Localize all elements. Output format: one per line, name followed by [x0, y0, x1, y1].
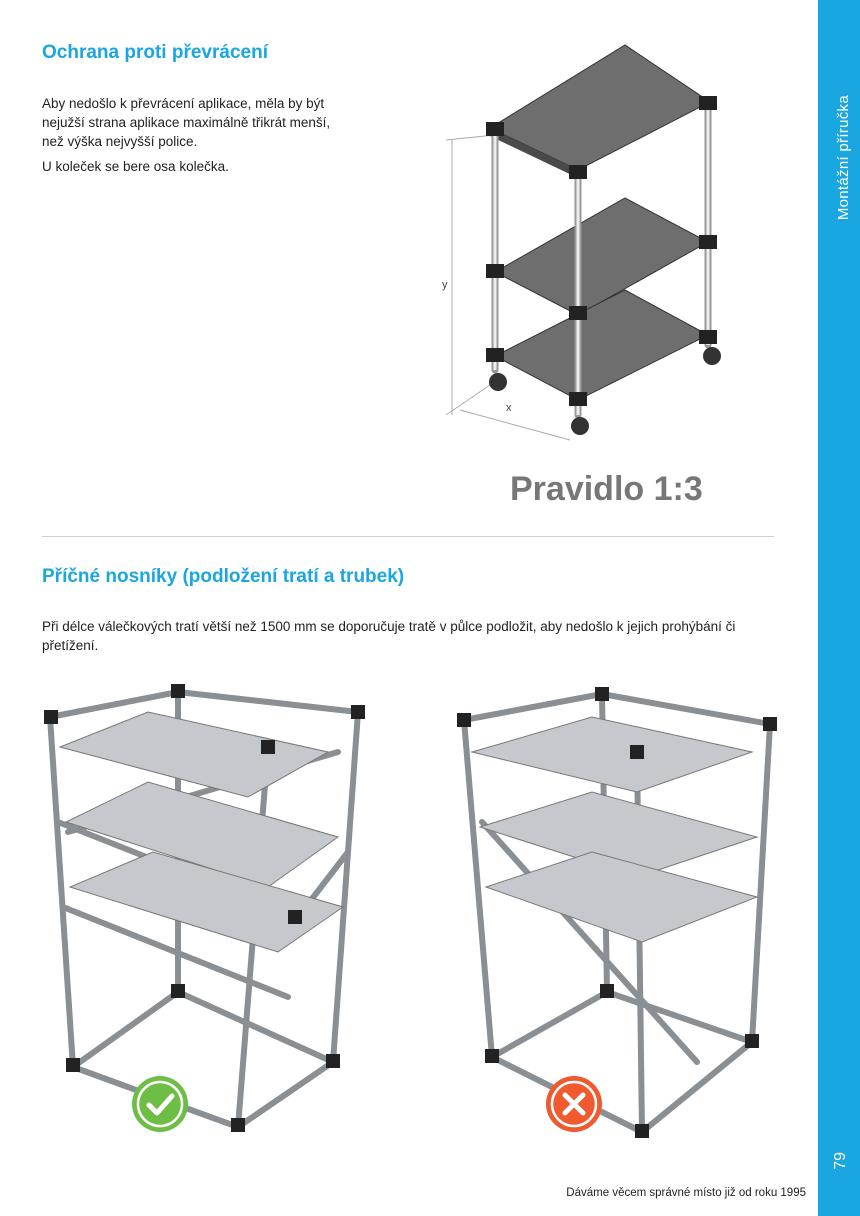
check-badge	[132, 1076, 188, 1132]
footer-tagline: Dáváme věcem správné místo již od roku 1995	[566, 1187, 806, 1199]
section-divider	[42, 536, 774, 537]
cross-icon	[546, 1076, 602, 1132]
rule-label: Pravidlo 1:3	[510, 470, 703, 508]
section2-heading: Příčné nosníky (podložení tratí a trubek)	[42, 566, 405, 587]
check-icon	[132, 1076, 188, 1132]
section1-heading: Ochrana proti převrácení	[42, 42, 268, 63]
rack-wrong-illustration	[452, 672, 782, 1162]
width-dimension-label: x	[506, 402, 512, 414]
sidebar-title: Montážní příručka	[835, 95, 852, 221]
height-dimension-label: y	[442, 279, 448, 291]
rack-correct-illustration	[38, 672, 378, 1162]
section2-paragraph: Při délce válečkových tratí větší než 1500 mm se doporučuje tratě v půlce podložit, aby nedošlo k jejich prohýbání či přetížení.	[42, 619, 736, 653]
section1-note: U koleček se bere osa kolečka.	[42, 159, 229, 174]
trolley-illustration	[440, 40, 740, 450]
section1-paragraph: Aby nedošlo k převrácení aplikace, měla by být nejužší strana aplikace maximálně třikrát menší, než výška nejvyšší police.	[42, 96, 331, 149]
cross-badge	[546, 1076, 602, 1132]
sidebar	[818, 0, 860, 1216]
page-number: 79	[832, 1152, 849, 1170]
